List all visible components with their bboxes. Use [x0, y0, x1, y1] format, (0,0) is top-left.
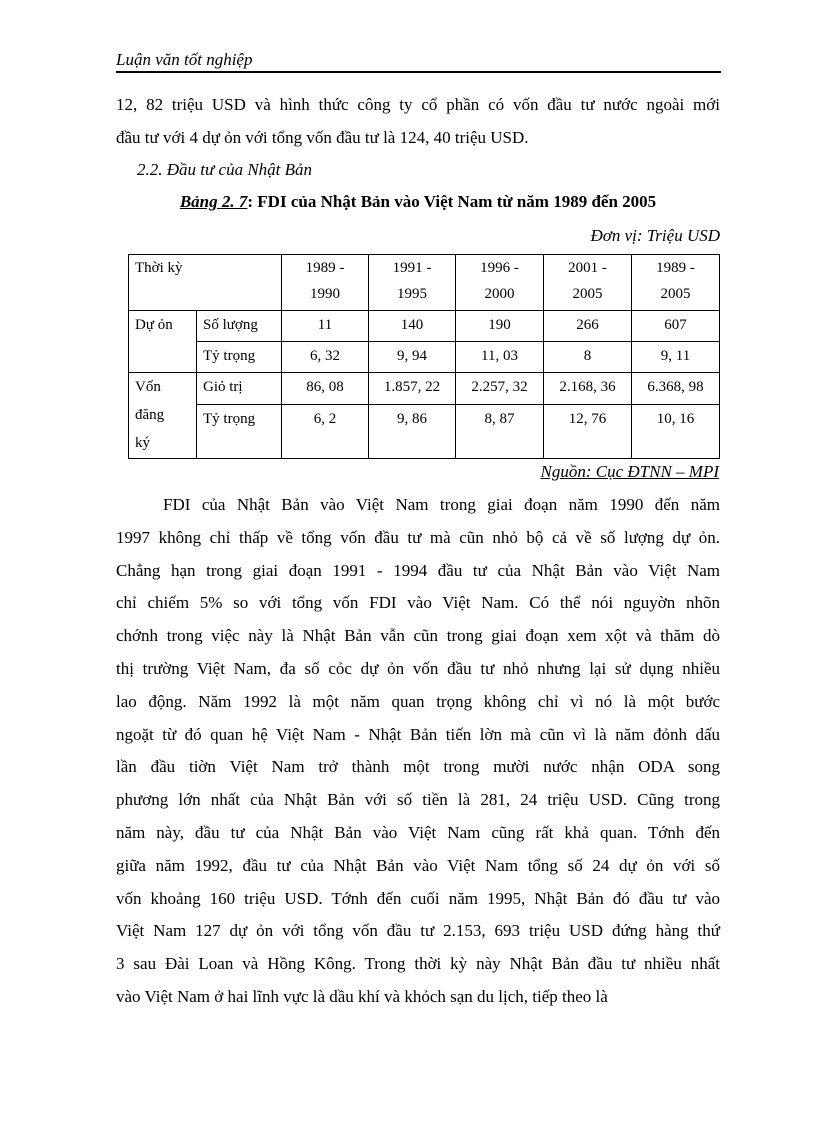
- paragraph-line: vốn khoảng 160 triệu USD. Tớnh đến cuối năm 1995, Nhật Bản đó đầu tư vào: [116, 888, 720, 908]
- paragraph-line: năm này, đầu tư của Nhật Bản vào Việt Nam cũng rất khả quan. Tớnh đến: [116, 822, 720, 842]
- value-cell: 9, 11: [632, 342, 720, 373]
- period-end: 2000: [484, 286, 515, 302]
- source-text: : Cục ĐTNN – MPI: [585, 462, 719, 481]
- period-cell: [369, 255, 456, 311]
- period-start: 1991 -: [392, 260, 432, 276]
- period-end: 1995: [397, 286, 427, 302]
- intro-line-2: đầu tư với 4 dự ỏn với tổng vốn đầu tư là 124, 40 triệu USD.: [116, 128, 529, 147]
- value-cell: 2.168, 36: [544, 373, 632, 405]
- group-label-du-an: Dự ỏn: [129, 311, 197, 373]
- period-end: 2005: [572, 286, 603, 302]
- period-cell: [544, 255, 632, 311]
- value-cell: 6.368, 98: [632, 373, 720, 405]
- section-heading: 2.2. Đầu tư của Nhật Bản: [137, 160, 313, 179]
- period-start: 1996 -: [480, 260, 519, 276]
- table-caption: [116, 192, 720, 212]
- value-cell: 9, 86: [369, 405, 456, 459]
- value-cell: 11: [282, 311, 369, 342]
- paragraph-line: Chẳng hạn trong giai đoạn 1991 - 1994 đầu tư của Nhật Bản vào Việt Nam: [116, 560, 720, 580]
- period-cell: [632, 255, 720, 311]
- group-label-line: đăng: [135, 407, 165, 423]
- value-cell: 140: [369, 311, 456, 342]
- table-unit: Đơn vị: Triệu USD: [590, 226, 720, 245]
- value-cell: 12, 76: [544, 405, 632, 459]
- value-cell: 190: [456, 311, 544, 342]
- paragraph-line: chỉ chiếm 5% so với tổng vốn FDI vào Việt Nam. Có thể nói nguyờn nhõn: [116, 593, 720, 613]
- row-label: Tỷ trọng: [197, 405, 282, 459]
- paragraph-line: giữa năm 1992, đầu tư của Nhật Bản vào Việt Nam tổng số 24 dự ỏn với số: [116, 855, 720, 875]
- value-cell: 8, 87: [456, 405, 544, 459]
- group-label-line: Vốn: [135, 379, 161, 395]
- value-cell: 6, 32: [282, 342, 369, 373]
- table-caption-label: Bảng 2. 7: [179, 192, 248, 211]
- table-header-row: [129, 255, 720, 311]
- table-caption-text: : FDI của Nhật Bản vào Việt Nam từ năm 1989 đến 2005: [247, 192, 657, 211]
- paragraph-line: FDI của Nhật Bản vào Việt Nam trong giai đoạn năm 1990 đến năm: [163, 495, 720, 514]
- source-label: Nguồn: [540, 462, 586, 481]
- value-cell: 607: [632, 311, 720, 342]
- intro-line-1: 12, 82 triệu USD và hình thức công ty cổ phần có vốn đầu tư nước ngoài mới: [116, 95, 720, 114]
- period-cell: [282, 255, 369, 311]
- paragraph-line: 3 sau Đài Loan và Hồng Kông. Trong thời kỳ này Nhật Bản đầu tư nhiều nhất: [116, 954, 720, 974]
- table-row: [129, 311, 720, 342]
- group-label-line: ký: [135, 435, 150, 451]
- table-row: [129, 373, 720, 405]
- value-cell: 6, 2: [282, 405, 369, 459]
- page-header-title: Luận văn tốt nghiệp: [116, 50, 253, 69]
- header-period-label: Thời kỳ: [129, 255, 282, 311]
- fdi-table: [128, 254, 720, 459]
- paragraph-line: Việt Nam 127 dự ỏn với tổng vốn đầu tư 2.153, 693 triệu USD đứng hàng thứ: [116, 921, 720, 941]
- table-source: [540, 462, 719, 482]
- value-cell: 11, 03: [456, 342, 544, 373]
- period-cell: [456, 255, 544, 311]
- period-end: 1990: [310, 286, 340, 302]
- value-cell: 266: [544, 311, 632, 342]
- value-cell: 2.257, 32: [456, 373, 544, 405]
- paragraph-line: lần đầu tiờn Việt Nam trở thành một trong mười nước nhận ODA song: [116, 757, 720, 777]
- period-start: 2001 -: [568, 260, 607, 276]
- period-start: 1989 -: [656, 260, 695, 276]
- paragraph-line: ngoặt từ đó quan hệ Việt Nam - Nhật Bản tiến lờn mà cũn vì là năm đỏnh dấu: [116, 724, 720, 744]
- value-cell: 86, 08: [282, 373, 369, 405]
- paragraph-line: thị trường Việt Nam, đa số cỏc dự ỏn vốn đầu tư nhỏ nhưng lại sử dụng nhiều: [116, 658, 720, 678]
- value-cell: 9, 94: [369, 342, 456, 373]
- row-label: Số lượng: [197, 311, 282, 342]
- table-row: [129, 405, 720, 459]
- period-start: 1989 -: [305, 260, 345, 276]
- group-label-von-dang-ky: [129, 373, 197, 459]
- value-cell: 1.857, 22: [369, 373, 456, 405]
- header-divider: [116, 71, 721, 73]
- paragraph-line: vào Việt Nam ở hai lĩnh vực là dầu khí và khỏch sạn du lịch, tiếp theo là: [116, 986, 608, 1006]
- row-label: Giỏ trị: [197, 373, 282, 405]
- period-end: 2005: [660, 286, 691, 302]
- value-cell: 10, 16: [632, 405, 720, 459]
- paragraph-line: lao động. Năm 1992 là một năm quan trọng không chỉ vì nó là một bước: [116, 691, 720, 711]
- table-row: [129, 342, 720, 373]
- paragraph-line: 1997 không chỉ thấp về tổng vốn đầu tư mà cũn nhỏ bộ cả về số lượng dự ỏn.: [116, 527, 720, 547]
- paragraph-line: chớnh trong việc này là Nhật Bản vẫn cũn trong giai đoạn xem xột và thăm dò: [116, 626, 720, 646]
- value-cell: 8: [544, 342, 632, 373]
- row-label: Tỷ trọng: [197, 342, 282, 373]
- paragraph-line: phương lớn nhất của Nhật Bản với số tiền là 281, 24 triệu USD. Cũng trong: [116, 790, 720, 810]
- body-paragraph: [116, 489, 720, 1014]
